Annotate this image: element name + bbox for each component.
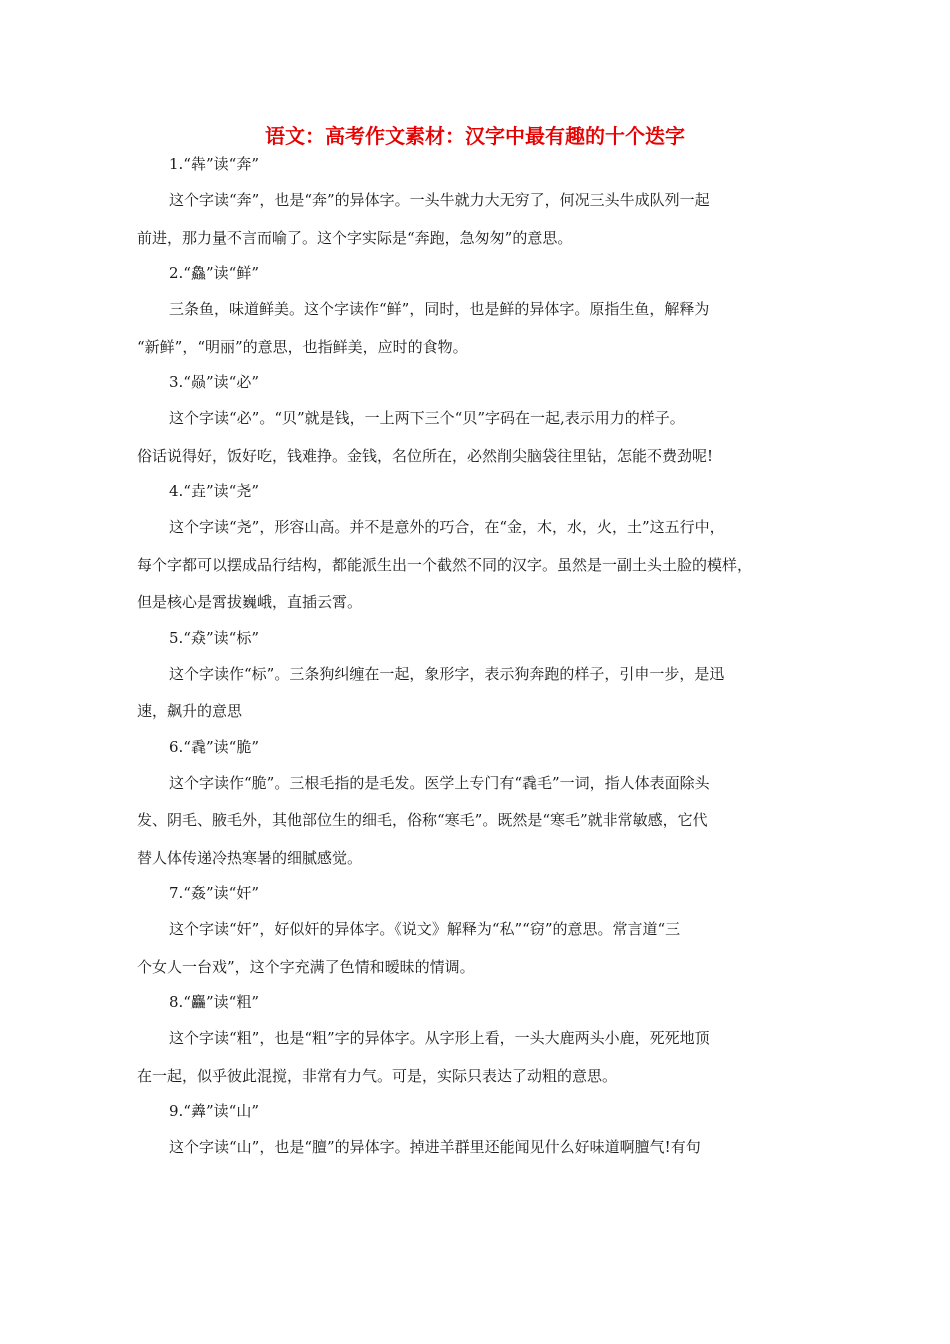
section-text-line: 每个字都可以摆成品行结构，都能派生出一个截然不同的汉字。虽然是一副土头土脸的模样，: [137, 555, 753, 574]
document-title: 语文：高考作文素材：汉字中最有趣的十个迭字: [265, 124, 685, 148]
section-text-line: 替人体传递冷热寒暑的细腻感觉。: [137, 848, 363, 867]
section-8: [137, 986, 827, 1095]
section-3: [137, 366, 827, 475]
section-heading: 8.“麤”读“粗”: [169, 993, 259, 1011]
section-5: [137, 622, 827, 731]
section-9: [137, 1095, 827, 1167]
section-text-line: 这个字读“尧”，形容山高。并不是意外的巧合，在“金，木，水，火，土”这五行中，: [169, 518, 725, 536]
document-body: [137, 148, 827, 1167]
section-text-line: “新鲜”，“明丽”的意思，也指鲜美，应时的食物。: [137, 337, 468, 356]
section-heading: 5.“猋”读“标”: [169, 628, 259, 647]
section-text-line: 这个字读作“脆”。三根毛指的是毛发。医学上专门有“毳毛”一词，指人体表面除头: [169, 773, 710, 792]
section-4: [137, 475, 827, 622]
section-text-line: 但是核心是霄拔巍峨，直插云霄。: [137, 593, 363, 611]
section-heading: 6.“毳”读“脆”: [169, 737, 259, 756]
section-2: [137, 257, 827, 366]
section-heading: 7.“姦”读“奸”: [169, 884, 259, 902]
section-heading: 3.“赑”读“必”: [169, 373, 259, 391]
section-text-line: 三条鱼，味道鲜美。这个字读作“鲜”，同时，也是鲜的异体字。原指生鱼，解释为: [169, 300, 710, 318]
section-text-line: 这个字读“必”。“贝”就是钱，一上两下三个“贝”字码在一起,表示用力的样子。: [169, 409, 685, 427]
section-text-line: 发、阴毛、腋毛外，其他部位生的细毛，俗称“寒毛”。既然是“寒毛”就非常敏感，它代: [137, 811, 708, 829]
section-1: [137, 148, 827, 257]
section-text-line: 这个字读作“标”。三条狗纠缠在一起，象形字，表示狗奔跑的样子，引申一步，是迅: [169, 664, 725, 683]
section-heading: 1.“犇”读“奔”: [169, 155, 259, 173]
section-text-line: 这个字读“山”，也是“膻”的异体字。掉进羊群里还能闻见什么好味道啊膻气!有句: [169, 1138, 701, 1156]
section-text-line: 速，飙升的意思: [137, 702, 243, 720]
section-text-line: 这个字读“奸”，好似奸的异体字。《说文》解释为“私”“窃”的意思。常言道“三: [169, 920, 681, 938]
section-text-line: 这个字读“粗”，也是“粗”字的异体字。从字形上看，一头大鹿两头小鹿，死死地顶: [169, 1029, 710, 1047]
section-heading: 9.“羴”读“山”: [169, 1102, 259, 1120]
section-7: [137, 877, 827, 986]
section-text-line: 俗话说得好，饭好吃，钱难挣。金钱，名位所在，必然削尖脑袋往里钻，怎能不费劲呢!: [137, 446, 714, 465]
section-text-line: 前进，那力量不言而喻了。这个字实际是“奔跑，急匆匆”的意思。: [137, 228, 573, 247]
section-heading: 2.“鱻”读“鲜”: [169, 264, 259, 282]
section-6: [137, 731, 827, 878]
section-text-line: 这个字读“奔”，也是“奔”的异体字。一头牛就力大无穷了，何况三头牛成队列一起: [169, 191, 710, 209]
section-text-line: 在一起，似乎彼此混搅，非常有力气。可是，实际只表达了动粗的意思。: [137, 1066, 618, 1085]
section-heading: 4.“垚”读“尧”: [169, 482, 259, 500]
section-text-line: 个女人一台戏”，这个字充满了色情和暧昧的情调。: [137, 957, 475, 976]
